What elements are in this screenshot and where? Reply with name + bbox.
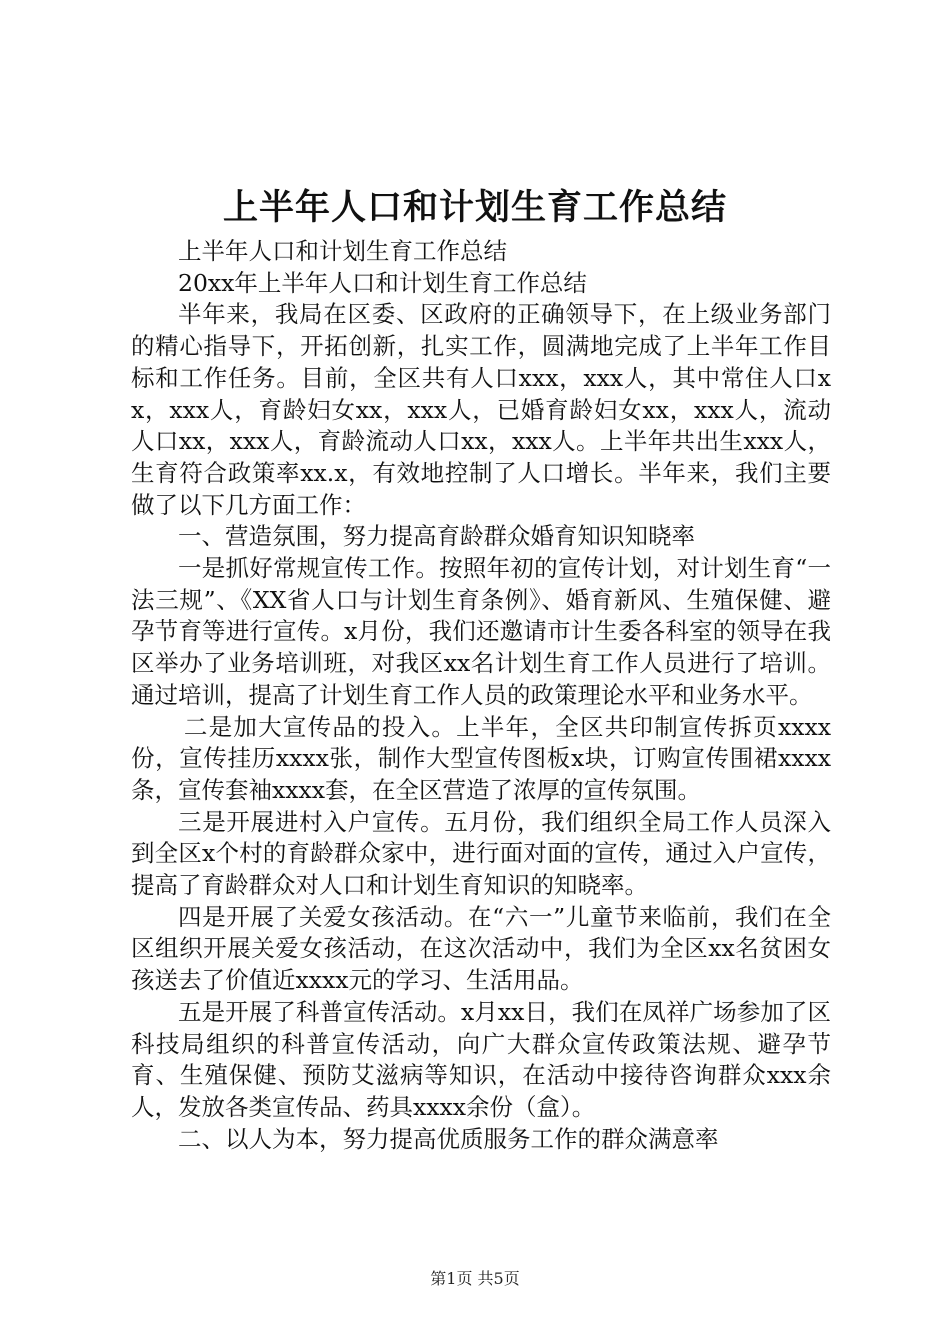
body-paragraph-5: 五是开展了科普宣传活动。x月xx日，我们在凤祥广场参加了区科技局组织的科普宣传活动，向广大群众宣传政策法规、避孕节育、生殖保健、预防艾滋病等知识，在活动中接待咨询群众xxx余人，发放各类宣传品、药具xxxx余份（盒）。 [131,997,831,1121]
intro-paragraph: 半年来，我局在区委、区政府的正确领导下，在上级业务部门的精心指导下，开拓创新，扎实工作，圆满地完成了上半年工作目标和工作任务。目前，全区共有人口xxx，xxx人，其中常住人口xx，xxx人，育龄妇女xx，xxx人，已婚育龄妇女xx，xxx人，流动人口xx，xxx人，育龄流动人口xx，xxx人。上半年共出生xxx人，生育符合政策率xx.x，有效地控制了人口增长。半年来，我们主要做了以下几方面工作： [131,300,831,519]
document-body [131,236,831,1155]
subtitle-year-paragraph: 20xx年上半年人口和计划生育工作总结 [178,268,587,297]
subtitle-paragraph: 上半年人口和计划生育工作总结 [178,237,507,265]
page-number-footer: 第1页 共5页 [430,1269,520,1288]
body-paragraph-3: 三是开展进村入户宣传。五月份，我们组织全局工作人员深入到全区x个村的育龄群众家中，进行面对面的宣传，通过入户宣传，提高了育龄群众对人口和计划生育知识的知晓率。 [131,807,831,900]
body-paragraph-2: 二是加大宣传品的投入。上半年，全区共印制宣传拆页xxxx份，宣传挂历xxxx张，制作大型宣传图板x块，订购宣传围裙xxxx条，宣传套袖xxxx套，在全区营造了浓厚的宣传氛围。 [131,712,831,804]
section-heading-2: 二、以人为本，努力提高优质服务工作的群众满意率 [178,1124,719,1153]
document-title: 上半年人口和计划生育工作总结 [222,187,727,228]
body-paragraph-4: 四是开展了关爱女孩活动。在“六一”儿童节来临前，我们在全区组织开展关爱女孩活动，在这次活动中，我们为全区xx名贫困女孩送去了价值近xxxx元的学习、生活用品。 [131,902,831,995]
body-paragraph-1: 一是抓好常规宣传工作。按照年初的宣传计划，对计划生育“一法三规”、《XX省人口与计划生育条例》、婚育新风、生殖保健、避孕节育等进行宣传。x月份，我们还邀请市计生委各科室的领导在我区举办了业务培训班，对我区xx名计划生育工作人员进行了培训。通过培训，提高了计划生育工作人员的政策理论水平和业务水平。 [131,554,831,709]
section-heading-1: 一、营造氛围，努力提高育龄群众婚育知识知晓率 [178,522,695,551]
